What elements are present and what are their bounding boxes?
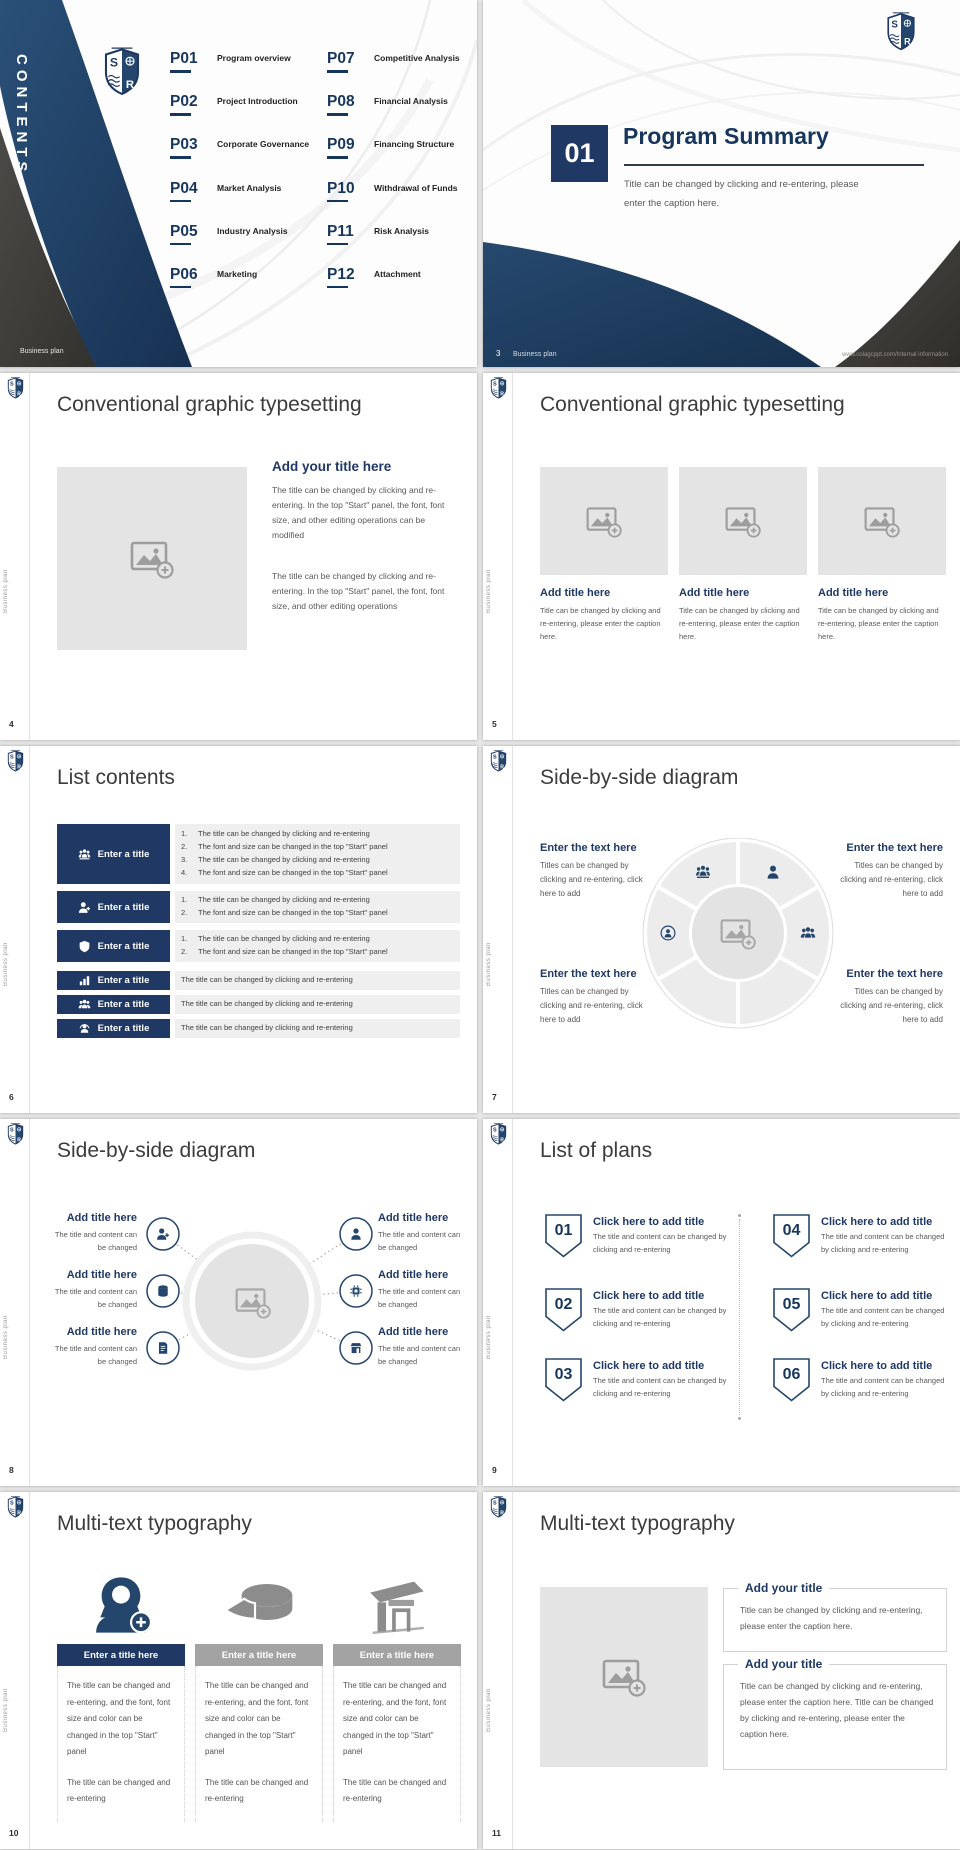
row-3: [0, 746, 960, 1113]
text-column[interactable]: [333, 1550, 461, 1822]
card-title: Add title here: [818, 587, 889, 599]
toc-number: P03: [170, 136, 198, 154]
list-line-number: 2.: [181, 947, 188, 956]
column-title-bar[interactable]: Enter a title here: [195, 1644, 323, 1666]
toc-item[interactable]: [327, 94, 474, 137]
caption-box[interactable]: [723, 1657, 947, 1770]
list-line-number: 4.: [181, 867, 188, 877]
list-line-number: 2.: [181, 908, 188, 917]
section-title: Program Summary: [623, 123, 829, 149]
slide-page-number: 5: [492, 719, 497, 729]
image-add-icon: [725, 505, 761, 538]
list-row-body: [175, 824, 460, 884]
list-line-number: 1.: [181, 934, 188, 944]
section-caption: Title can be changed by clicking and re-entering, please enter the caption here.: [624, 179, 859, 209]
plan-text: The title and content can be changed by clicking and re-entering: [593, 1306, 727, 1328]
divider-dot: [738, 1214, 741, 1217]
slide-title: Side-by-side diagram: [540, 766, 739, 789]
toc-label: Financing Structure: [374, 139, 455, 150]
divider-dot: [738, 1417, 741, 1420]
toc-number: P05: [170, 222, 198, 240]
text-column[interactable]: [195, 1550, 323, 1822]
image-placeholder[interactable]: [57, 467, 247, 650]
card-caption: Title can be changed by clicking and re-entering, please enter the caption here.: [540, 606, 661, 641]
plan-number: 06: [782, 1366, 801, 1383]
block-text: Titles can be changed by clicking and re-entering, click here to add: [540, 987, 643, 1024]
slide-title: Conventional graphic typesetting: [540, 393, 845, 416]
diagram-text-block[interactable]: [540, 842, 648, 901]
list-line-text: The font and size can be changed in the top "Start" panel: [198, 908, 388, 917]
row-5: [0, 1492, 960, 1849]
sidebar-vertical-label: Business plan: [3, 1688, 9, 1732]
toc-item[interactable]: [327, 181, 474, 224]
hub-text-item[interactable]: [378, 1326, 466, 1368]
section-title-underline: [624, 164, 924, 166]
list-line: [175, 1022, 460, 1035]
toc-label: Competitive Analysis: [374, 53, 460, 63]
content-paragraph: The title can be changed by clicking and re-entering. In the top "Start" panel, the font, font size, and other editing operations: [272, 571, 445, 611]
caption-box-text: Title can be changed by clicking and re-entering, please enter the caption here. Title can be changed by clicking and re-entering, please enter the caption here.: [740, 1681, 934, 1739]
toc-label: Financial Analysis: [374, 96, 448, 107]
toc-label: Attachment: [374, 268, 421, 279]
plan-title: Click here to add title: [821, 1360, 933, 1372]
document-icon: [159, 1342, 167, 1354]
list-line-number: 2.: [181, 842, 188, 852]
text-column[interactable]: [57, 1550, 185, 1822]
block-text: Titles can be changed by clicking and re-entering, click here to add: [540, 861, 643, 898]
toc-label: Risk Analysis: [374, 225, 429, 236]
block-title: Enter the text here: [846, 842, 943, 854]
pie-icon: [223, 1578, 295, 1634]
plan-number-badge: [773, 1358, 810, 1402]
sidebar-divider: [29, 746, 30, 1113]
list-row-label-text: Enter a title: [97, 901, 150, 913]
toc-label: Project Introduction: [217, 96, 298, 107]
sidebar-divider: [29, 1492, 30, 1849]
block-text: Titles can be changed by clicking and re-entering, click here to add: [840, 861, 943, 898]
list-row-label-text: Enter a title: [97, 999, 150, 1010]
toc-underline: [327, 200, 348, 203]
sidebar-vertical-label: Business plan: [486, 942, 492, 986]
image-placeholder[interactable]: [818, 467, 946, 575]
list-row-label[interactable]: [57, 971, 170, 990]
toc-underline: [327, 156, 348, 159]
brand-shield-logo: [7, 1496, 24, 1518]
brand-shield-logo: [7, 1123, 24, 1145]
list-line: [175, 854, 460, 867]
image-card[interactable]: [540, 467, 668, 643]
slide-page-number: 8: [9, 1465, 14, 1475]
toc-underline: [170, 113, 191, 116]
center-dotted-divider: [739, 1219, 740, 1415]
item-text: The title and content can be changed: [54, 1230, 137, 1252]
item-title: Add title here: [66, 1212, 137, 1224]
list-line: [175, 841, 460, 854]
toc-underline: [327, 113, 348, 116]
list-row-label[interactable]: [57, 824, 170, 884]
item-title: Add title here: [66, 1269, 137, 1281]
image-add-icon: [586, 505, 622, 538]
item-title: Add title here: [378, 1326, 449, 1338]
slide-title: Conventional graphic typesetting: [57, 393, 362, 416]
plan-number: 03: [554, 1366, 573, 1383]
list-row-label[interactable]: [57, 995, 170, 1014]
toc-label: Program overview: [217, 53, 291, 63]
row-1: [0, 0, 960, 367]
plan-title: Click here to add title: [593, 1216, 705, 1228]
block-text: Titles can be changed by clicking and re-entering, click here to add: [840, 987, 943, 1024]
toc-item[interactable]: [170, 224, 317, 267]
toc-number: P09: [327, 136, 355, 154]
plan-number-badge: [773, 1288, 810, 1332]
plan-text: The title and content can be changed by clicking and re-entering: [821, 1232, 945, 1254]
list-line: [175, 894, 460, 907]
list-line-text: The title can be changed by clicking and re-entering: [198, 895, 370, 905]
block-title: Enter the text here: [540, 968, 637, 980]
list-line-text: The title can be changed by clicking and re-entering: [198, 934, 370, 944]
plan-number-badge: [545, 1358, 582, 1402]
caption-box-title: Add your title: [738, 1657, 829, 1671]
toc-number: P08: [327, 93, 355, 111]
plan-title: Click here to add title: [593, 1290, 705, 1302]
toc-underline: [327, 70, 348, 73]
column-icon-area: [333, 1550, 461, 1644]
list-row-label-text: Enter a title: [97, 975, 150, 986]
toc-item[interactable]: [170, 51, 317, 94]
column-paragraph: The title can be changed and re-entering, and the font, font size and color can be changed in the top "Start" panel: [343, 1681, 447, 1756]
database-icon: [158, 1285, 167, 1296]
sidebar-divider: [512, 373, 513, 740]
slide-section-01[interactable]: [483, 0, 960, 367]
list-row[interactable]: [57, 930, 460, 962]
list-row[interactable]: [57, 891, 460, 923]
toc-number: P06: [170, 265, 198, 283]
column-icon-area: [57, 1550, 185, 1644]
list-line: [175, 907, 460, 920]
block-title: Enter the text here: [540, 842, 637, 854]
toc-number: P02: [170, 93, 198, 111]
storefront-icon: [365, 1578, 429, 1634]
contents-vertical-title: CONTENTS: [13, 54, 30, 177]
toc-item[interactable]: [327, 51, 474, 94]
slide-footer-brand: Business plan: [20, 348, 64, 355]
list-line: [175, 974, 460, 987]
content-paragraph: The title can be changed by clicking and re-entering. In the top "Start" panel, the font, font size, and other editing operations can be modified: [272, 485, 445, 540]
toc-underline: [170, 286, 191, 289]
diagram-text-block[interactable]: [835, 842, 943, 901]
toc-number: P10: [327, 179, 355, 197]
toc-column-2: [327, 51, 474, 310]
toc-number: P12: [327, 265, 355, 283]
card-title: Add title here: [540, 587, 611, 599]
list-line: [175, 828, 460, 841]
plan-text: The title and content can be changed by clicking and re-entering: [821, 1376, 945, 1398]
image-add-icon: [864, 505, 900, 538]
section-number-box: 01: [551, 125, 608, 182]
meeting-icon: [78, 848, 91, 861]
slide-page-number: 6: [9, 1092, 14, 1102]
card-caption: Title can be changed by clicking and re-entering, please enter the caption here.: [818, 606, 939, 641]
brand-shield-logo: [490, 1496, 507, 1518]
toc-number: P11: [327, 222, 354, 240]
column-paragraph: The title can be changed and re-entering, and the font, font size and color can be changed in the top "Start" panel: [205, 1681, 309, 1756]
list-line-number: 1.: [181, 829, 188, 839]
slide-typesetting-3[interactable]: [483, 373, 960, 740]
sidebar-vertical-label: Business plan: [3, 1315, 9, 1359]
slide-title: Multi-text typography: [57, 1512, 252, 1535]
list-line-text: The title can be changed by clicking and re-entering: [198, 855, 370, 864]
plan-title: Click here to add title: [821, 1290, 933, 1302]
toc-underline: [170, 156, 191, 159]
slide-typesetting-1[interactable]: [0, 373, 477, 740]
image-add-icon: [130, 539, 174, 579]
column-paragraph: The title can be changed and re-entering: [343, 1777, 447, 1803]
list-line-text: The font and size can be changed in the top "Start" panel: [198, 842, 388, 852]
column-title-bar[interactable]: Enter a title here: [57, 1644, 185, 1666]
slide-contents[interactable]: [0, 0, 477, 367]
circular-diagram: [628, 838, 848, 1038]
toc-item[interactable]: [170, 181, 317, 224]
hub-text-item[interactable]: [378, 1269, 466, 1311]
toc-item[interactable]: [327, 224, 474, 267]
slide-page-number: 3: [496, 349, 501, 358]
image-card[interactable]: [679, 467, 807, 643]
slide-page-number: 7: [492, 1092, 497, 1102]
card-title: Add title here: [679, 587, 750, 599]
list-row-label-text: Enter a title: [97, 848, 150, 860]
list-rows: [57, 824, 460, 1038]
caption-box-title: Add your title: [738, 1581, 829, 1595]
list-line: [175, 946, 460, 959]
hub-text-item[interactable]: [50, 1212, 137, 1254]
list-row-label[interactable]: [57, 891, 170, 923]
list-line: [175, 998, 460, 1011]
slide-title: List contents: [57, 766, 175, 789]
list-row-body: [175, 971, 460, 990]
brand-shield-logo: [103, 47, 141, 96]
sidebar-vertical-label: Business plan: [3, 942, 9, 986]
toc-item[interactable]: [170, 267, 317, 310]
plan-title: Click here to add title: [593, 1360, 705, 1372]
toc-label: Industry Analysis: [217, 225, 288, 236]
brand-shield-logo: [490, 1123, 507, 1145]
caption-box[interactable]: [723, 1581, 947, 1652]
slide-multitext-image[interactable]: [483, 1492, 960, 1849]
slide-footer-brand: Business plan: [513, 351, 557, 358]
sidebar-divider: [29, 373, 30, 740]
list-row-body: [175, 930, 460, 962]
sidebar-divider: [512, 1492, 513, 1849]
sidebar-divider: [512, 746, 513, 1113]
list-row-label-text: Enter a title: [97, 1023, 150, 1034]
list-row-label[interactable]: [57, 930, 170, 962]
plan-number-badge: [545, 1288, 582, 1332]
toc-underline: [170, 200, 191, 203]
toc-underline: [327, 243, 348, 246]
sidebar-vertical-label: Business plan: [486, 1688, 492, 1732]
brand-shield-logo: [490, 377, 507, 399]
customer-service-icon: [78, 1022, 91, 1035]
toc-number: P01: [170, 50, 198, 67]
list-line-text: The title can be changed by clicking and re-entering: [181, 1023, 353, 1033]
list-row-label-text: Enter a title: [97, 940, 150, 952]
plan-number: 02: [554, 1296, 573, 1313]
list-row[interactable]: [57, 1019, 460, 1038]
caption-box-text: Title can be changed by clicking and re-entering, please enter the caption here.: [740, 1605, 923, 1631]
column-title-bar[interactable]: Enter a title here: [333, 1644, 461, 1666]
building-icon: [351, 1343, 362, 1353]
slide-list-contents[interactable]: [0, 746, 477, 1113]
plan-text: The title and content can be changed by clicking and re-entering: [593, 1376, 727, 1398]
column-paragraph: The title can be changed and re-entering: [67, 1777, 171, 1803]
column-body: [195, 1666, 323, 1822]
list-line-text: The font and size can be changed in the top "Start" panel: [198, 947, 388, 956]
slide-page-number: 10: [9, 1828, 19, 1838]
slide-page-number: 9: [492, 1465, 497, 1475]
list-row-label[interactable]: [57, 1019, 170, 1038]
block-title: Enter the text here: [846, 968, 943, 980]
toc-label: Market Analysis: [217, 182, 282, 193]
sidebar-divider: [512, 1119, 513, 1486]
list-row[interactable]: [57, 971, 460, 990]
hub-text-item[interactable]: [50, 1326, 137, 1368]
slide-title: Side-by-side diagram: [57, 1139, 256, 1162]
list-row-body: [175, 1019, 460, 1038]
column-icon-area: [195, 1550, 323, 1644]
list-line: [175, 867, 460, 880]
list-line-number: 3.: [181, 855, 188, 864]
slide-circle-diagram[interactable]: [483, 746, 960, 1113]
plan-text: The title and content can be changed by clicking and re-entering: [593, 1232, 727, 1254]
item-text: The title and content can be changed: [378, 1344, 461, 1366]
toc-underline: [170, 70, 191, 73]
image-placeholder[interactable]: [540, 1587, 708, 1767]
plan-text: The title and content can be changed by clicking and re-entering: [821, 1306, 945, 1328]
hub-text-item[interactable]: [378, 1212, 466, 1254]
slide-footer-url: www.colagcppt.com/Internal information: [841, 352, 948, 358]
slide-page-number: 11: [492, 1828, 501, 1838]
column-paragraph: The title can be changed and re-entering, and the font, font size and color can be changed in the top "Start" panel: [67, 1681, 171, 1756]
column-body: [333, 1666, 461, 1822]
slide-hub-diagram[interactable]: [0, 1119, 477, 1486]
slide-list-of-plans[interactable]: [483, 1119, 960, 1486]
list-line-text: The font and size can be changed in the top "Start" panel: [198, 867, 388, 877]
toc-item[interactable]: [327, 137, 474, 180]
plan-title: Click here to add title: [821, 1216, 933, 1228]
row-4: [0, 1119, 960, 1486]
column-paragraph: The title can be changed and re-entering: [205, 1777, 309, 1803]
plan-number: 05: [782, 1296, 801, 1313]
brand-shield-logo: [7, 377, 24, 399]
column-body: [57, 1666, 185, 1822]
toc-column-1: [170, 51, 317, 310]
toc-item[interactable]: [170, 137, 317, 180]
sidebar-divider: [29, 1119, 30, 1486]
slide-multitext-columns[interactable]: [0, 1492, 477, 1849]
list-line-number: 1.: [181, 895, 188, 905]
team-icon: [78, 998, 91, 1011]
list-line-text: The title can be changed by clicking and re-entering: [181, 999, 353, 1009]
item-text: The title and content can be changed: [378, 1230, 461, 1252]
plan-number-badge: [545, 1214, 582, 1258]
item-title: Add title here: [66, 1326, 137, 1338]
item-title: Add title here: [378, 1269, 449, 1281]
toc-number: P07: [327, 50, 355, 67]
list-line: [175, 933, 460, 946]
list-row-body: [175, 891, 460, 923]
person-add-icon: [78, 901, 91, 914]
brand-shield-logo: [886, 12, 916, 51]
toc-item[interactable]: [327, 267, 474, 310]
plan-number: 04: [782, 1222, 801, 1239]
hub-text-item[interactable]: [50, 1269, 137, 1311]
list-row-body: [175, 995, 460, 1014]
woman-add-icon: [89, 1576, 153, 1634]
bar-chart-icon: [78, 974, 91, 987]
shield-icon: [78, 940, 91, 953]
list-line-text: The title can be changed by clicking and re-entering: [198, 829, 370, 839]
column-row: [57, 1550, 461, 1822]
sidebar-vertical-label: Business plan: [486, 569, 492, 613]
toc-label: Withdrawal of Funds: [374, 182, 458, 193]
image-placeholder[interactable]: [540, 467, 668, 575]
toc-label: Corporate Governance: [217, 139, 310, 150]
diagram-text-block[interactable]: [835, 968, 943, 1027]
item-title: Add title here: [378, 1212, 449, 1224]
toc-underline: [170, 243, 191, 246]
brand-shield-logo: [7, 750, 24, 772]
image-card[interactable]: [818, 467, 946, 643]
image-add-icon: [602, 1657, 646, 1697]
diagram-text-block[interactable]: [540, 968, 648, 1027]
plan-number-badge: [773, 1214, 810, 1258]
toc-item[interactable]: [170, 94, 317, 137]
card-row: [540, 467, 946, 643]
slide-title: List of plans: [540, 1139, 653, 1162]
toc-underline: [327, 286, 348, 289]
item-text: The title and content can be changed: [54, 1344, 137, 1366]
slide-page-number: 4: [9, 719, 14, 729]
brand-shield-logo: [490, 750, 507, 772]
sidebar-vertical-label: Business plan: [3, 569, 9, 613]
item-text: The title and content can be changed: [54, 1287, 137, 1309]
item-text: The title and content can be changed: [378, 1287, 461, 1309]
list-row[interactable]: [57, 995, 460, 1014]
content-heading: Add your title here: [272, 459, 392, 474]
list-line-text: The title can be changed by clicking and re-entering: [181, 975, 353, 985]
list-row[interactable]: [57, 824, 460, 884]
plan-number: 01: [554, 1222, 573, 1239]
toc-number: P04: [170, 179, 198, 197]
image-placeholder[interactable]: [679, 467, 807, 575]
sidebar-vertical-label: Business plan: [486, 1315, 492, 1359]
row-2: [0, 373, 960, 740]
toc-label: Marketing: [217, 268, 258, 279]
slide-title: Multi-text typography: [540, 1512, 735, 1535]
card-caption: Title can be changed by clicking and re-entering, please enter the caption here.: [679, 606, 800, 641]
